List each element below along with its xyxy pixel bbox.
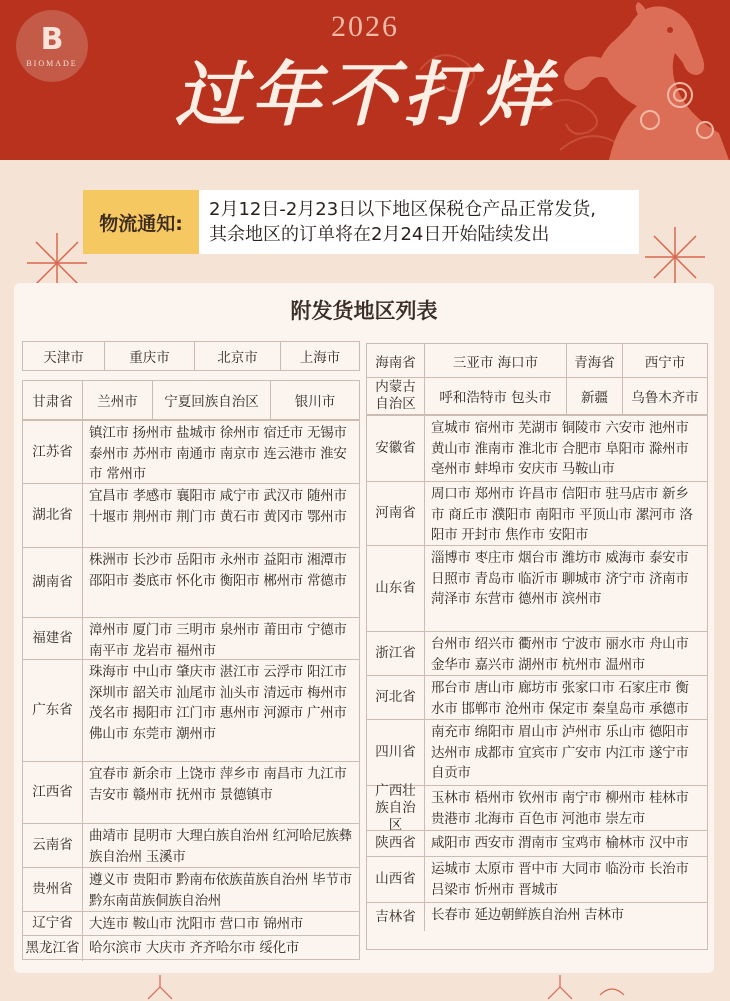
province-label: 辽宁省 xyxy=(23,912,83,935)
city-list: 宣城市 宿州市 芜湖市 铜陵市 六安市 池州市 黄山市 淮南市 淮北市 合肥市 阜阳市 滁州市 亳州市 蚌埠市 安庆市 马鞍山市 xyxy=(431,420,689,477)
city-list: 乌鲁木齐市 xyxy=(631,390,699,406)
left-top-table xyxy=(22,380,360,420)
region-row xyxy=(367,416,707,482)
province-label: 内蒙古自治区 xyxy=(367,378,425,414)
region-row xyxy=(367,903,707,931)
city-list: 台州市 绍兴市 衢州市 宁波市 丽水市 舟山市 金华市 嘉兴市 湖州市 杭州市 温州市 xyxy=(431,636,689,673)
city-list: 玉林市 梧州市 钦州市 南宁市 柳州市 桂林市 贵港市 北海市 百色市 河池市 崇左市 xyxy=(431,790,689,827)
notice-text xyxy=(199,190,639,254)
province-label: 云南省 xyxy=(23,824,83,867)
province-label: 陕西省 xyxy=(367,831,425,856)
municipality-cell: 上海市 xyxy=(299,350,341,366)
city-list: 大连市 鞍山市 沈阳市 营口市 锦州市 xyxy=(89,916,303,932)
city-list: 三亚市 海口市 xyxy=(425,344,567,377)
region-row xyxy=(367,857,707,903)
region-row xyxy=(367,546,707,632)
city-list: 曲靖市 昆明市 大理白族自治州 红河哈尼族彝族自治州 玉溪市 xyxy=(89,828,352,865)
region-row xyxy=(367,482,707,546)
city-list: 兰州市 xyxy=(83,381,153,419)
city-list: 邢台市 唐山市 廊坊市 张家口市 石家庄市 衡水市 邯郸市 沧州市 保定市 秦皇岛市 承德市 xyxy=(431,680,689,717)
city-list: 宜昌市 孝感市 襄阳市 咸宁市 武汉市 随州市 十堰市 荆州市 荆门市 黄石市 黄冈市 鄂州市 xyxy=(89,488,347,525)
region-list-card xyxy=(14,283,714,973)
city-list: 株洲市 长沙市 岳阳市 永州市 益阳市 湘潭市 邵阳市 娄底市 怀化市 衡阳市 郴州市 常德市 xyxy=(89,552,347,589)
province-label: 四川省 xyxy=(367,720,425,785)
horse-icon xyxy=(560,0,730,160)
municipality-cell: 北京市 xyxy=(195,342,281,370)
province-label: 广东省 xyxy=(23,660,83,761)
municipality-table xyxy=(22,341,360,371)
region-row xyxy=(23,824,359,868)
bottom-firework-decoration xyxy=(0,973,730,1001)
region-row xyxy=(367,831,707,857)
province-label: 福建省 xyxy=(23,618,83,659)
province-label: 新疆 xyxy=(567,378,623,414)
left-region-table xyxy=(22,420,360,960)
province-label: 海南省 xyxy=(367,344,425,377)
province-label: 吉林省 xyxy=(367,903,425,931)
firework-right-icon xyxy=(640,222,710,292)
city-list: 周口市 郑州市 许昌市 信阳市 驻马店市 新乡市 商丘市 濮阳市 南阳市 平顶山市 漯河市 洛阳市 开封市 焦作市 安阳市 xyxy=(431,486,693,543)
province-label: 江苏省 xyxy=(23,421,83,483)
region-row xyxy=(367,782,707,833)
region-row xyxy=(23,912,359,936)
province-label: 江西省 xyxy=(23,762,83,823)
province-label: 广西壮族自治区 xyxy=(367,786,425,830)
region-row xyxy=(367,676,707,720)
region-list-title: 附发货地区列表 xyxy=(290,299,438,323)
header-banner xyxy=(0,0,730,160)
province-label: 湖南省 xyxy=(23,548,83,617)
right-region-table xyxy=(366,415,708,950)
slogan-title: 过年不打烊 xyxy=(175,53,555,136)
province-label: 山西省 xyxy=(367,857,425,902)
province-label: 河南省 xyxy=(367,482,425,545)
region-row xyxy=(367,720,707,786)
region-row xyxy=(23,548,359,618)
province-label: 山东省 xyxy=(367,546,425,631)
city-list: 哈尔滨市 大庆市 齐齐哈尔市 绥化市 xyxy=(89,940,299,956)
municipality-cell: 重庆市 xyxy=(105,342,195,370)
province-label: 甘肃省 xyxy=(23,381,83,419)
city-list: 运城市 太原市 晋中市 大同市 临汾市 长治市 吕梁市 忻州市 晋城市 xyxy=(431,861,689,898)
region-row xyxy=(23,868,359,912)
right-top-table xyxy=(366,343,708,415)
year-label: 2026 xyxy=(331,10,399,43)
province-label: 贵州省 xyxy=(23,868,83,911)
logo-lettermark: B xyxy=(40,21,64,57)
province-label: 安徽省 xyxy=(367,416,425,481)
notice-line-2: 其余地区的订单将在2月24日开始陆续发出 xyxy=(209,224,550,245)
city-list: 漳州市 厦门市 三明市 泉州市 莆田市 宁德市 南平市 龙岩市 福州市 xyxy=(89,622,347,659)
logistics-notice xyxy=(83,190,639,254)
city-list: 淄博市 枣庄市 烟台市 潍坊市 威海市 泰安市 日照市 青岛市 临沂市 聊城市 济宁市 济南市 菏泽市 东营市 德州市 滨州市 xyxy=(431,550,689,607)
region-row xyxy=(367,632,707,676)
province-label: 宁夏回族自治区 xyxy=(153,381,271,419)
region-row xyxy=(23,762,359,824)
notice-line-1: 2月12日-2月23日以下地区保税仓产品正常发货, xyxy=(209,199,596,220)
city-list: 呼和浩特市 包头市 xyxy=(425,378,567,414)
province-label: 黑龙江省 xyxy=(23,936,83,961)
region-row xyxy=(23,618,359,660)
city-list: 遵义市 贵阳市 黔南布依族苗族自治州 毕节市 黔东南苗族侗族自治州 xyxy=(89,872,352,909)
city-list: 长春市 延边朝鲜族自治州 吉林市 xyxy=(431,907,624,923)
province-label: 青海省 xyxy=(567,344,623,377)
province-label: 河北省 xyxy=(367,676,425,719)
region-row xyxy=(23,936,359,961)
city-list: 咸阳市 西安市 渭南市 宝鸡市 榆林市 汉中市 xyxy=(431,835,689,851)
city-list: 镇江市 扬州市 盐城市 徐州市 宿迁市 无锡市 泰州市 苏州市 南通市 南京市 连云港市 淮安市 常州市 xyxy=(89,425,347,482)
province-label: 浙江省 xyxy=(367,632,425,675)
province-label: 湖北省 xyxy=(23,484,83,547)
region-row xyxy=(23,421,359,484)
city-list: 南充市 绵阳市 眉山市 泸州市 乐山市 德阳市 达州市 成都市 宜宾市 广安市 内江市 遂宁市 自贡市 xyxy=(431,724,689,781)
city-list: 银川市 xyxy=(294,394,336,410)
city-list: 西宁市 xyxy=(644,354,686,371)
city-list: 宜春市 新余市 上饶市 萍乡市 南昌市 九江市 吉安市 赣州市 抚州市 景德镇市 xyxy=(89,766,347,803)
brand-name: BIOMADE xyxy=(26,58,78,68)
notice-label: 物流通知: xyxy=(83,190,199,254)
region-row xyxy=(23,484,359,548)
municipality-cell: 天津市 xyxy=(23,342,105,370)
region-row xyxy=(23,660,359,762)
city-list: 珠海市 中山市 肇庆市 湛江市 云浮市 阳江市 深圳市 韶关市 汕尾市 汕头市 清远市 梅州市 茂名市 揭阳市 江门市 惠州市 河源市 广州市 佛山市 东莞市 潮州市 xyxy=(89,664,347,742)
